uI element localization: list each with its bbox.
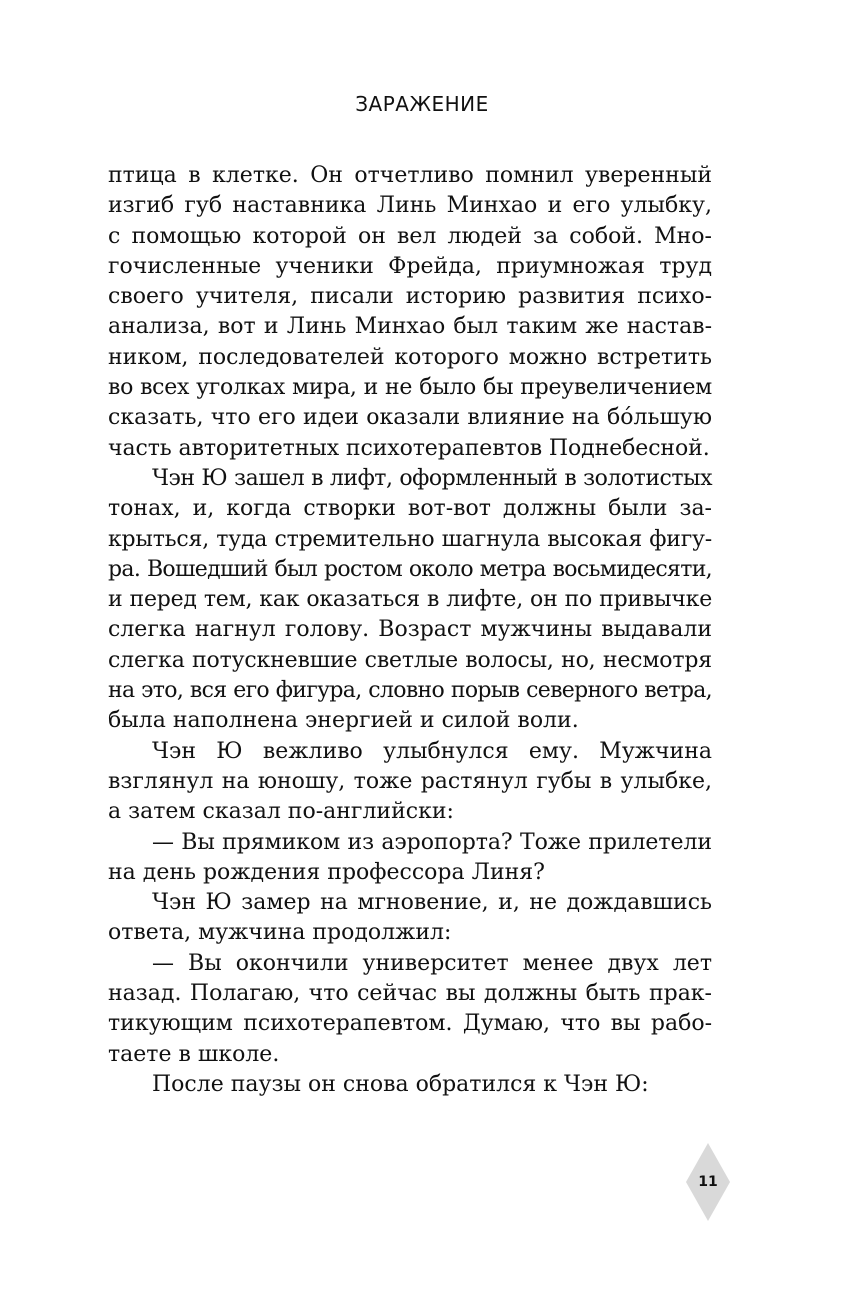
text-line: на это, вся его фигура, словно порыв северного ветра,	[108, 678, 712, 704]
text-line: назад. Полагаю, что сейчас вы должны быть прак-	[108, 981, 712, 1007]
text-line: и перед тем, как оказаться в лифте, он по привычке	[108, 587, 712, 613]
text-line: ником, последователей которого можно встретить	[108, 344, 712, 370]
text-line: сказать, что его идеи оказали влияние на бóльшую	[108, 405, 712, 431]
text-line: часть авторитетных психотерапевтов Поднебесной.	[108, 435, 710, 461]
text-line: изгиб губ наставника Линь Минхао и его улыбку,	[108, 193, 712, 219]
text-line: с помощью которой он вел людей за собой. Мно-	[108, 223, 712, 249]
text-line: крыться, туда стремительно шагнула высокая фигу-	[108, 526, 712, 552]
text-line: во всех уголках мира, и не было бы преувеличением	[108, 375, 712, 401]
text-line: Чэн Ю вежливо улыбнулся ему. Мужчина	[152, 738, 712, 764]
text-line: Чэн Ю зашел в лифт, оформленный в золотистых	[152, 465, 712, 491]
text-line: была наполнена энергией и силой воли.	[108, 708, 579, 734]
text-line: гочисленные ученики Фрейда, приумножая труд	[108, 253, 712, 279]
text-line: ра. Вошедший был ростом около метра восьмидесяти,	[108, 556, 712, 582]
text-line: а затем сказал по-английски:	[108, 799, 454, 825]
text-line: на день рождения профессора Линя?	[108, 859, 545, 885]
text-line: анализа, вот и Линь Минхао был таким же настав-	[108, 314, 712, 340]
text-line: — Вы прямиком из аэропорта? Тоже прилетели	[152, 829, 712, 855]
running-header: ЗАРАЖЕНИЕ	[355, 92, 489, 116]
body-text	[108, 161, 712, 1100]
page-number: 11	[698, 1174, 718, 1190]
text-line: таете в школе.	[108, 1041, 280, 1067]
text-line: птица в клетке. Он отчетливо помнил уверенный	[108, 163, 712, 188]
text-line: тикующим психотерапевтом. Думаю, что вы рабо-	[108, 1011, 712, 1037]
text-line: Чэн Ю замер на мгновение, и, не дождавшись	[152, 890, 712, 916]
text-line: — Вы окончили университет менее двух лет	[152, 950, 712, 976]
text-line: ответа, мужчина продолжил:	[108, 920, 452, 946]
text-line: взглянул на юношу, тоже растянул губы в улыбке,	[108, 768, 712, 794]
text-line: слегка потускневшие светлые волосы, но, несмотря	[108, 647, 712, 673]
text-line: слегка нагнул голову. Возраст мужчины выдавали	[108, 617, 712, 643]
text-line: своего учителя, писали историю развития психо-	[108, 284, 712, 310]
text-line: После паузы он снова обратился к Чэн Ю:	[152, 1071, 649, 1097]
text-line: тонах, и, когда створки вот-вот должны были за-	[108, 496, 712, 522]
